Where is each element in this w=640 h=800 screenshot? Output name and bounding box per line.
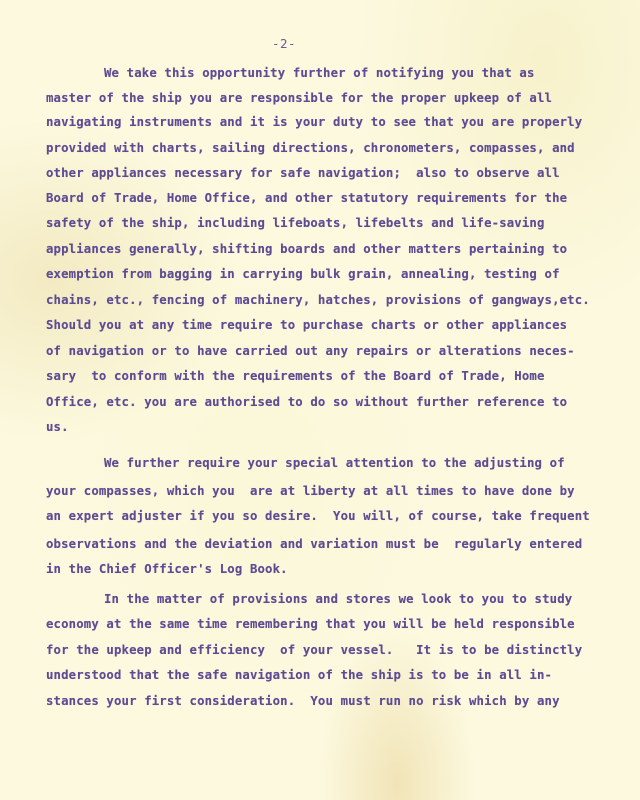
text-line: understood that the safe navigation of the ship is to be in all in- xyxy=(46,668,553,682)
text-line: other appliances necessary for safe navigation; also to observe all xyxy=(46,166,560,180)
text-line: chains, etc., fencing of machinery, hatches, provisions of gangways,etc. xyxy=(46,293,590,307)
text-line: an expert adjuster if you so desire. You will, of course, take frequent xyxy=(46,509,590,523)
text-line: your compasses, which you are at liberty at all times to have done by xyxy=(46,484,575,498)
text-line: appliances generally, shifting boards and other matters pertaining to xyxy=(46,242,568,256)
text-line: us. xyxy=(46,420,69,434)
text-line: provided with charts, sailing directions, chronometers, compasses, and xyxy=(46,141,575,155)
text-line: sary to conform with the requirements of the Board of Trade, Home xyxy=(46,369,545,383)
text-line: Board of Trade, Home Office, and other statutory requirements for the xyxy=(46,191,568,205)
text-line: In the matter of provisions and stores we look to you to study xyxy=(104,592,573,606)
text-line: master of the ship you are responsible for the proper upkeep of all xyxy=(46,91,553,105)
text-line: Should you at any time require to purchase charts or other appliances xyxy=(46,318,568,332)
text-line: stances your first consideration. You must run no risk which by any xyxy=(46,694,560,708)
text-line: navigating instruments and it is your duty to see that you are properly xyxy=(46,115,583,129)
text-line: observations and the deviation and variation must be regularly entered xyxy=(46,537,583,551)
text-line: for the upkeep and efficiency of your vessel. It is to be distinctly xyxy=(46,643,583,657)
text-line: Office, etc. you are authorised to do so without further reference to xyxy=(46,395,568,409)
text-line: economy at the same time remembering that you will be held responsible xyxy=(46,617,575,631)
page-number: -2- xyxy=(272,36,297,51)
text-line: We further require your special attention to the adjusting of xyxy=(104,456,565,470)
text-line: exemption from bagging in carrying bulk grain, annealing, testing of xyxy=(46,267,560,281)
text-line: in the Chief Officer's Log Book. xyxy=(46,562,288,576)
text-line: safety of the ship, including lifeboats, lifebelts and life-saving xyxy=(46,216,545,230)
text-line: We take this opportunity further of notifying you that as xyxy=(104,66,535,80)
text-line: of navigation or to have carried out any repairs or alterations neces- xyxy=(46,344,575,358)
